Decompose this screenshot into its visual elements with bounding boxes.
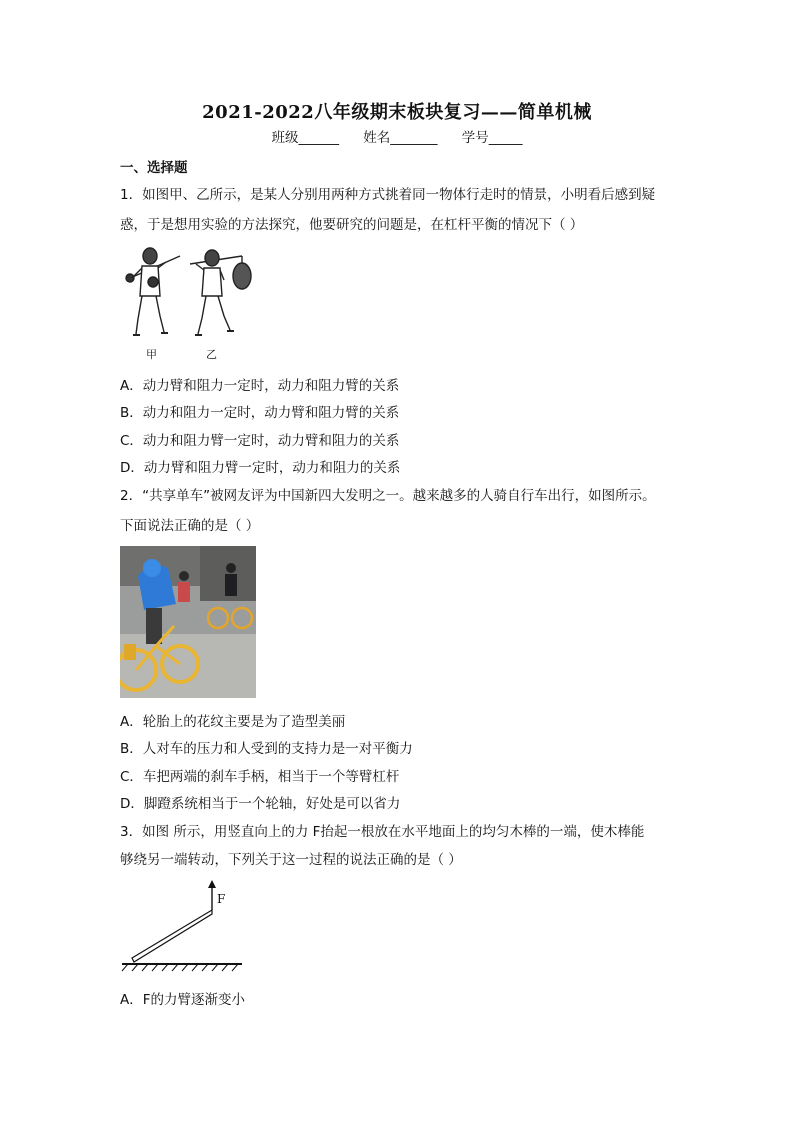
- q3-lever-diagram: [120, 878, 250, 973]
- q1-fig-label-a: 甲: [146, 348, 157, 361]
- q2-option-c[interactable]: C．车把两端的刹车手柄，相当于一个等臂杠杆: [120, 769, 400, 785]
- q1-fig-label-b: 乙: [206, 348, 217, 361]
- q2-bicycle-photo: [120, 546, 256, 698]
- id-field[interactable]: 学号_____: [461, 130, 523, 146]
- q1-option-c[interactable]: C．动力和阻力臂一定时，动力臂和阻力的关系: [120, 433, 400, 449]
- person-a-illustration: [126, 248, 180, 335]
- q1-carrying-figure: [120, 244, 270, 364]
- force-label: F: [217, 892, 226, 906]
- q1-option-b[interactable]: B．动力和阻力一定时，动力臂和阻力臂的关系: [120, 405, 400, 421]
- document-title: 2021-2022八年级期末板块复习——简单机械: [202, 102, 592, 123]
- name-field[interactable]: 姓名_______: [363, 130, 438, 146]
- student-info-line: [0, 126, 794, 146]
- q2-stem-line2: 下面说法正确的是（ ）: [120, 518, 260, 534]
- q3-stem-line1: 3．如图 所示，用竖直向上的力 F抬起一根放在水平地面上的均匀木棒的一端，使木棒能: [120, 824, 645, 840]
- q1-stem-line2: 惑，于是想用实验的方法探究，他要研究的问题是，在杠杆平衡的情况下（ ）: [120, 217, 584, 233]
- q3-option-a[interactable]: A．F的力臂逐渐变小: [120, 992, 245, 1008]
- wooden-rod: [132, 910, 212, 962]
- q1-option-d[interactable]: D．动力臂和阻力臂一定时，动力和阻力的关系: [120, 460, 401, 476]
- q1-option-a[interactable]: A．动力臂和阻力一定时，动力和阻力臂的关系: [120, 378, 400, 394]
- person-b-illustration: [190, 250, 251, 335]
- q2-stem-line1: 2．“共享单车”被网友评为中国新四大发明之一。越来越多的人骑自行车出行，如图所示。: [120, 488, 656, 504]
- ground-hatching: [122, 964, 238, 971]
- q2-option-a[interactable]: A．轮胎上的花纹主要是为了造型美丽: [120, 714, 346, 730]
- class-field[interactable]: 班级______: [271, 130, 339, 146]
- section-heading: 一、选择题: [120, 160, 188, 176]
- q2-option-d[interactable]: D．脚蹬系统相当于一个轮轴，好处是可以省力: [120, 796, 401, 812]
- q1-stem-line1: 1．如图甲、乙所示，是某人分别用两种方式挑着同一物体行走时的情景，小明看后感到疑: [120, 187, 656, 203]
- q3-stem-line2: 够绕另一端转动，下列关于这一过程的说法正确的是（ ）: [120, 852, 462, 868]
- arrowhead: [208, 880, 216, 888]
- q2-option-b[interactable]: B．人对车的压力和人受到的支持力是一对平衡力: [120, 741, 413, 757]
